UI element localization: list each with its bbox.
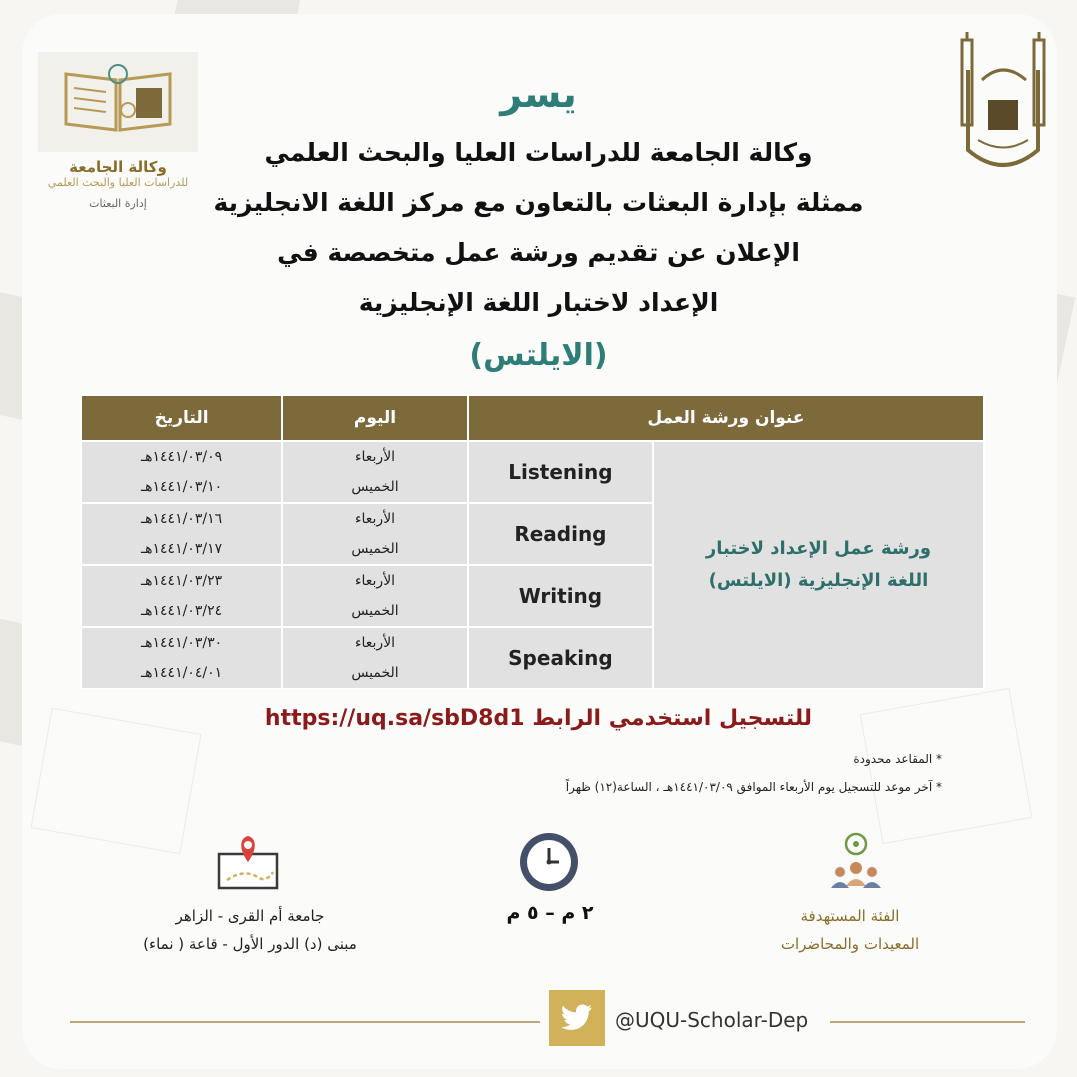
location-line1: جامعة أم القرى - الزاهر (175, 907, 325, 925)
header-date: التاريخ (81, 395, 282, 441)
registration-line (180, 706, 897, 731)
note-seats: * المقاعد محدودة (853, 752, 942, 766)
location-line2: مبنى (د) الدور الأول - قاعة ( نماء) (143, 935, 357, 953)
audience-title: الفئة المستهدفة (800, 907, 900, 925)
day-2: الخميس (351, 665, 399, 681)
workshop-name-line1: ورشة عمل الإعداد لاختبار (705, 538, 932, 559)
day-2: الخميس (351, 479, 399, 495)
registration-text: للتسجيل استخدمي الرابط (532, 706, 813, 731)
date-2: ١٤٤١/٠٣/١٧هـ (141, 541, 223, 557)
table-header-row (81, 395, 984, 441)
day-1: الأربعاء (354, 511, 396, 527)
agency-name: وكالة الجامعة (69, 158, 167, 176)
header-workshop-title: عنوان ورشة العمل (468, 395, 984, 441)
header-day: اليوم (282, 395, 468, 441)
bg-line (31, 708, 202, 855)
headline-line3: الإعلان عن تقديم ورشة عمل متخصصة في (277, 238, 800, 267)
university-logo (948, 30, 1058, 180)
session-cell: Listening (468, 441, 653, 503)
agency-subname: للدراسات العليا والبحث العلمي (47, 176, 189, 189)
department-name: إدارة البعثات (89, 197, 147, 210)
table-row (81, 441, 984, 503)
day-cell (282, 565, 468, 627)
schedule-table (80, 394, 985, 690)
date-2: ١٤٤١/٠٣/٢٤هـ (141, 603, 223, 619)
date-1: ١٤٤١/٠٣/٠٩هـ (141, 449, 223, 465)
headline-line4: الإعداد لاختبار اللغة الإنجليزية (358, 288, 719, 317)
date-1: ١٤٤١/٠٣/٢٣هـ (141, 573, 223, 589)
date-1: ١٤٤١/٠٣/٣٠هـ (141, 635, 223, 651)
headline-title: يسر (500, 72, 577, 116)
date-1: ١٤٤١/٠٣/١٦هـ (141, 511, 223, 527)
clock-icon (517, 830, 581, 898)
date-2: ١٤٤١/٠٣/١٠هـ (141, 479, 223, 495)
day-cell (282, 503, 468, 565)
date-2: ١٤٤١/٠٤/٠١هـ (141, 665, 223, 681)
workshop-name-cell (653, 441, 984, 689)
workshop-name-line2: اللغة الإنجليزية (الايلتس) (708, 570, 929, 591)
date-cell (81, 627, 282, 689)
agency-logo (38, 52, 198, 212)
session-cell: Writing (468, 565, 653, 627)
time-info: ٢ م – ٥ م (506, 902, 594, 924)
session-cell: Reading (468, 503, 653, 565)
day-2: الخميس (351, 541, 399, 557)
book-emblem-icon (38, 52, 198, 152)
twitter-handle[interactable]: @UQU-Scholar-Dep (615, 1008, 809, 1032)
footer-line-left (70, 1021, 540, 1023)
day-1: الأربعاء (354, 635, 396, 651)
note-deadline: * آخر موعد للتسجيل يوم الأربعاء الموافق ١٤٤١/٠٣/٠٩هـ ، الساعة(١٢) ظهراً (565, 780, 942, 794)
headline-ielts: (الايلتس) (469, 338, 608, 373)
audience-info (740, 902, 960, 958)
date-cell (81, 441, 282, 503)
audience-line: المعيدات والمحاضرات (780, 935, 920, 953)
day-1: الأربعاء (354, 449, 396, 465)
footer-line-right (830, 1021, 1025, 1023)
university-emblem-icon (948, 30, 1058, 180)
session-cell: Speaking (468, 627, 653, 689)
day-cell (282, 627, 468, 689)
date-cell (81, 565, 282, 627)
day-1: الأربعاء (354, 573, 396, 589)
day-2: الخميس (351, 603, 399, 619)
headline-line2: ممثلة بإدارة البعثات بالتعاون مع مركز اللغة الانجليزية (213, 188, 864, 217)
audience-icon (826, 830, 886, 894)
headline-line1: وكالة الجامعة للدراسات العليا والبحث العلمي (264, 138, 813, 167)
date-cell (81, 503, 282, 565)
registration-link[interactable]: https://uq.sa/sbD8d1 (264, 706, 525, 731)
location-info (130, 902, 370, 958)
twitter-icon[interactable] (549, 990, 605, 1046)
day-cell (282, 441, 468, 503)
map-icon (215, 832, 281, 896)
